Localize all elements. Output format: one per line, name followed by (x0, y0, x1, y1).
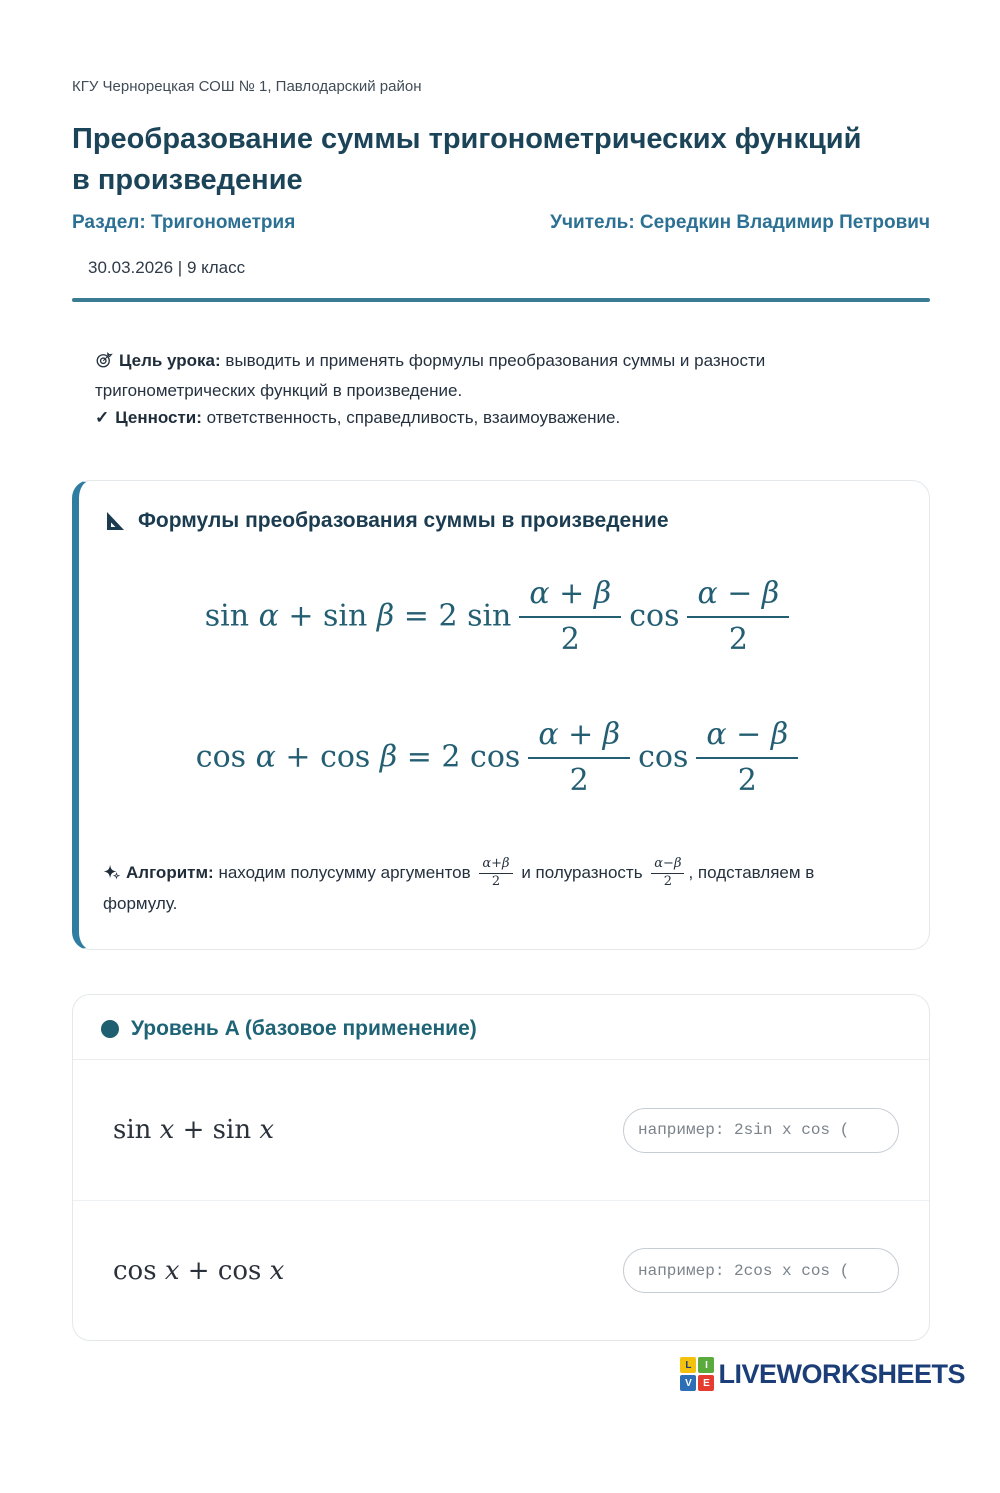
formula-text: cos (195, 739, 256, 775)
answer-input[interactable] (623, 1248, 899, 1293)
algorithm-note (103, 857, 819, 917)
section-label: Раздел: Тригонометрия (72, 212, 296, 234)
logo-square-i: I (698, 1357, 714, 1373)
fraction (687, 577, 789, 658)
formula-text: + sin (278, 598, 377, 634)
formula-text: cos (638, 739, 689, 775)
formula-text: = 2 sin (394, 598, 512, 634)
formulas-card (72, 480, 930, 950)
formula-sin-sum (103, 577, 899, 658)
formula-text: cos (629, 598, 680, 634)
divider-rule (72, 298, 930, 302)
goal-text: выводить и применять формулы преобразования суммы и разности тригонометрических функций в произведение. (95, 351, 766, 401)
formula-text: + sin (174, 1115, 260, 1146)
algorithm-text: , подставляем в формулу. (103, 862, 815, 913)
sparkles-icon (103, 862, 120, 890)
formula-var: β (379, 739, 398, 775)
formula-var: α (255, 739, 276, 775)
liveworksheets-logo-icon (680, 1357, 714, 1391)
algorithm-text: и полуразность (521, 862, 643, 882)
level-a-header (73, 995, 929, 1060)
fraction-numerator: α + β (528, 718, 630, 760)
formula-var: β (376, 598, 395, 634)
date-class: 30.03.2026 | 9 класс (88, 258, 246, 278)
fraction-denominator: 2 (560, 622, 580, 658)
level-a-card (72, 994, 930, 1341)
fraction-numerator: α−β (651, 857, 684, 874)
formula-text: cos (113, 1255, 165, 1286)
formula-var: x (269, 1255, 285, 1286)
logo-square-v: V (680, 1375, 696, 1391)
formulas-card-title: Формулы преобразования суммы в произведение (138, 508, 669, 532)
fraction-denominator: 2 (663, 873, 673, 889)
formula-text: sin (113, 1115, 160, 1146)
logo-square-l: L (680, 1357, 696, 1373)
formula-text: sin (204, 598, 259, 634)
formulas-card-header (103, 509, 899, 533)
formula-var: α (258, 598, 279, 634)
logo-square-e: E (698, 1375, 714, 1391)
formula-cos-sum (103, 718, 899, 799)
formula-text: + cos (179, 1255, 270, 1286)
task-expression (113, 1256, 284, 1286)
page-title: Преобразование суммы тригонометрических функций в произведение (72, 123, 862, 196)
footer (0, 1357, 1000, 1391)
school-name: КГУ Чернорецкая СОШ № 1, Павлодарский район (72, 78, 422, 95)
circle-bullet-icon (101, 1020, 119, 1038)
fraction (519, 577, 621, 658)
values-text: ответственность, справедливость, взаимоуважение. (206, 407, 621, 427)
formula-text: + cos (275, 739, 380, 775)
formula-var: x (159, 1115, 175, 1146)
answer-input[interactable] (623, 1108, 899, 1153)
task-expression (113, 1115, 274, 1145)
teacher-label: Учитель: Середкин Владимир Петрович (550, 212, 930, 234)
task-row (73, 1060, 929, 1200)
worksheet-page (0, 78, 1000, 1341)
fraction-denominator: 2 (737, 763, 757, 799)
fraction-denominator: 2 (728, 622, 748, 658)
triangle-ruler-icon (103, 509, 127, 533)
liveworksheets-logo-text: LIVEWORKSHEETS (718, 1358, 965, 1389)
meta-row (72, 212, 930, 234)
inline-fraction (479, 857, 512, 890)
goal-label: Цель урока: (119, 351, 221, 371)
fraction-numerator: α − β (687, 577, 789, 619)
fraction-denominator: 2 (491, 873, 501, 889)
check-icon: ✓ (95, 407, 110, 427)
formula-var: x (259, 1115, 274, 1146)
inline-fraction (651, 857, 684, 890)
fraction (696, 718, 798, 799)
level-a-title: Уровень A (базовое применение) (131, 1017, 477, 1041)
fraction (528, 718, 630, 799)
algorithm-text: находим полусумму аргументов (213, 862, 471, 882)
target-icon (95, 351, 113, 378)
task-row (73, 1200, 929, 1340)
values-label: Ценности: (115, 407, 202, 427)
algorithm-label: Алгоритм: (126, 862, 214, 882)
goal-block (95, 348, 819, 432)
fraction-numerator: α − β (696, 718, 798, 760)
fraction-numerator: α + β (519, 577, 621, 619)
fraction-numerator: α+β (479, 857, 512, 874)
fraction-denominator: 2 (569, 763, 589, 799)
formula-text: = 2 cos (397, 739, 521, 775)
formula-var: x (164, 1255, 180, 1286)
